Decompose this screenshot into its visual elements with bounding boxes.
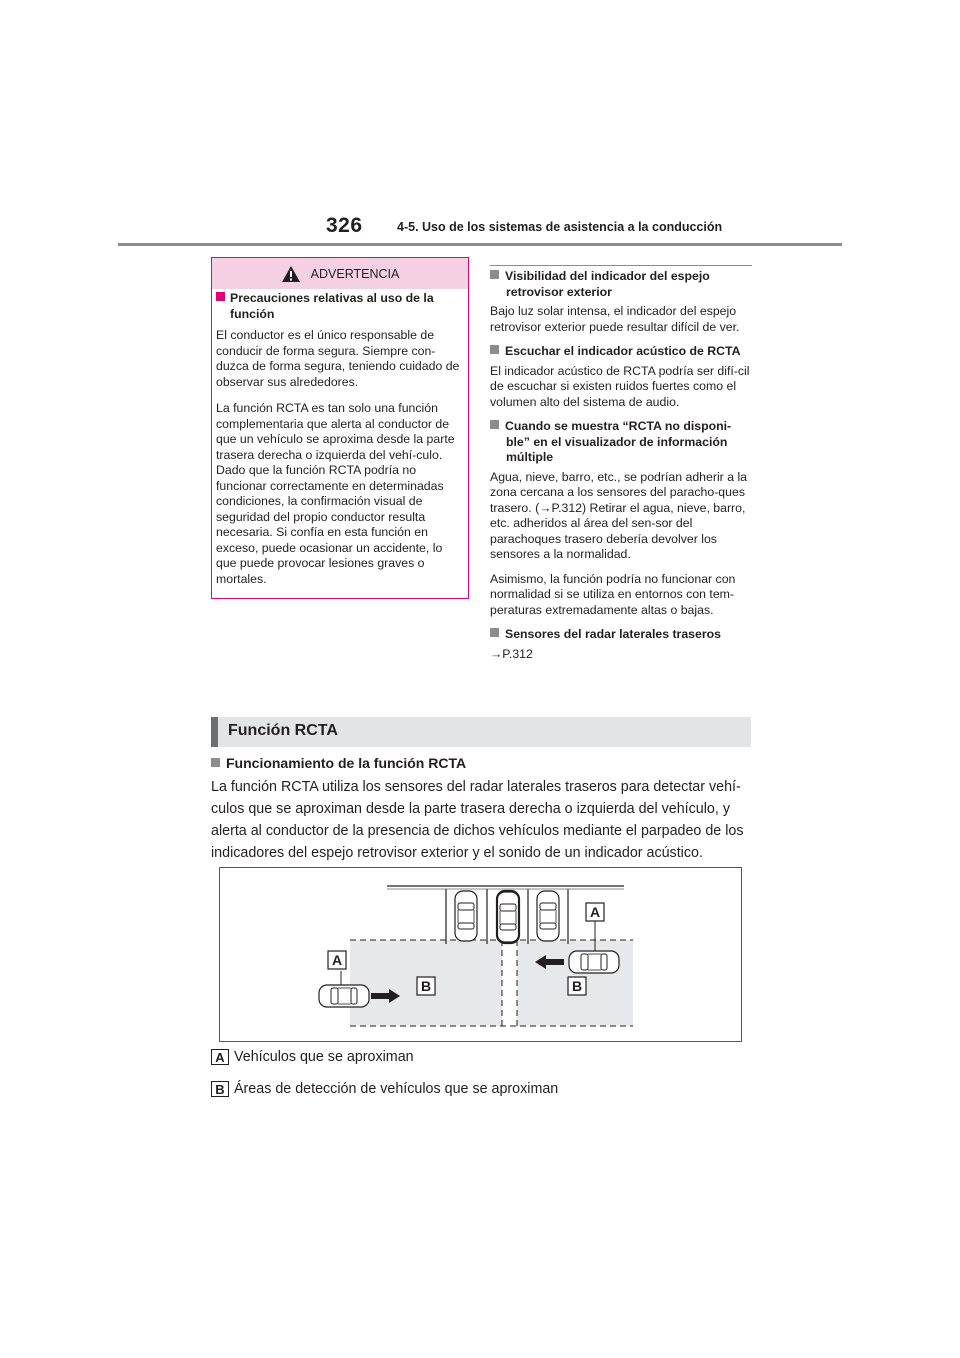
warning-body (216, 291, 462, 598)
warning-box (211, 257, 469, 599)
square-bullet-icon (490, 270, 499, 279)
own-vehicle (497, 892, 519, 942)
header-rule (118, 243, 842, 246)
section-marker (211, 717, 218, 747)
item-heading: Escuchar el indicador acústico de RCTA (490, 344, 752, 360)
square-bullet-icon (211, 758, 220, 767)
item-text: Agua, nieve, barro, etc., se podrían adherir a la zona cercana a los sensores del paracho-ques trasero. (→P.312) Retirar el agua, nieve, barro, etc. adheridos al área del sen-sor del parachoques trasero debería devolver los sensores a la normalidad. (490, 469, 748, 561)
rcta-diagram (219, 867, 742, 1042)
page-reference-link[interactable]: →P.312 (490, 646, 533, 661)
parked-car (537, 891, 559, 941)
section-title-bar (211, 717, 751, 747)
item-text: El indicador acústico de RCTA podría ser difí-cil de escuchar si existen ruidos fuertes como el volumen alto del sistema de audio. (490, 363, 750, 409)
warning-paragraph: El conductor es el único responsable de conducir de forma segura. Siempre con-duzca de forma segura, teniendo cuidado de observar sus alrededores. (216, 328, 460, 389)
legend-item (211, 1049, 414, 1065)
chapter-title: 4-5. Uso de los sistemas de asistencia a la conducción (397, 220, 723, 234)
label-a: A (331, 952, 343, 968)
approaching-car-right (569, 951, 619, 973)
parked-car (455, 891, 477, 941)
square-bullet-icon (490, 628, 499, 637)
column-rule (490, 265, 752, 266)
section-body: La función RCTA utiliza los sensores del radar laterales traseros para detectar vehí-culos que se aproximan desde la parte trasera derecha o izquierda del vehículo, y alerta al conductor de la presencia de dichos vehículos mediante el parpadeo de los indicadores del espejo retrovisor exterior y el sonido de un indicador acústico. (211, 779, 744, 861)
right-column (490, 265, 752, 671)
label-a: A (589, 904, 601, 920)
legend-key: A (211, 1049, 229, 1065)
square-bullet-icon (490, 420, 499, 429)
legend-key: B (211, 1081, 229, 1097)
legend-text: Vehículos que se aproximan (234, 1049, 414, 1065)
warning-heading: Precauciones relativas al uso de la función (216, 291, 462, 322)
warning-triangle-icon (281, 265, 301, 283)
item-text: Bajo luz solar intensa, el indicador del espejo retrovisor exterior puede resultar difícil de ver. (490, 304, 740, 334)
square-bullet-icon (216, 292, 225, 301)
square-bullet-icon (490, 345, 499, 354)
warning-paragraph: La función RCTA es tan solo una función complementaria que alerta al conductor de que un vehículo se aproxima desde la parte trasera derecha o izquierda del vehí-culo. Dado que la función RCTA podría no funcionar correctamente en determinadas condiciones, la confirmación visual de seguridad del propio conductor resulta necesaria. Si confía en esta función en exceso, puede ocasionar un accidente, lo que puede provocar lesiones graves o mortales. (216, 401, 455, 586)
label-b: B (571, 978, 583, 994)
item-heading: Cuando se muestra “RCTA no disponi-ble” en el visualizador de información múltiple (490, 419, 752, 466)
label-b: B (420, 978, 432, 994)
item-heading: Visibilidad del indicador del espejo retrovisor exterior (490, 269, 752, 300)
section-title: Función RCTA (228, 722, 338, 739)
legend-text: Áreas de detección de vehículos que se aproximan (234, 1081, 559, 1097)
section-subheading: Funcionamiento de la función RCTA (211, 755, 466, 771)
parking-diagram (220, 868, 741, 1041)
warning-title: ADVERTENCIA (310, 266, 400, 281)
page-number: 326 (326, 214, 363, 237)
approaching-car-left (319, 985, 369, 1007)
legend-item (211, 1081, 558, 1097)
item-text: Asimismo, la función podría no funcionar con normalidad si se utiliza en entornos con tem-peraturas extremadamente altas o bajas. (490, 571, 736, 617)
item-heading: Sensores del radar laterales traseros (490, 627, 752, 643)
warning-header (212, 258, 468, 289)
